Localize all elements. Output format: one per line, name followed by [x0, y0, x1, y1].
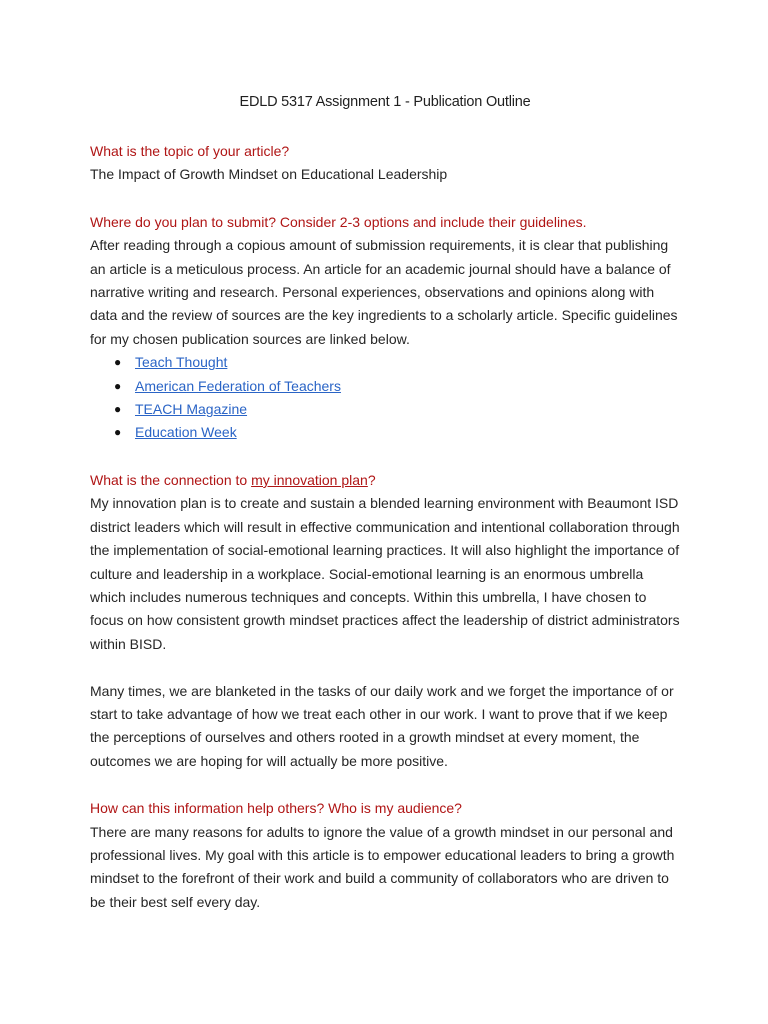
section-audience	[90, 797, 680, 914]
question-suffix: ?	[367, 471, 376, 488]
link-education-week[interactable]: Education Week	[135, 424, 237, 441]
bullet-icon: ●	[114, 425, 122, 440]
section-innovation-connection	[90, 469, 680, 773]
question-innovation-connection	[90, 469, 680, 492]
list-item	[114, 398, 680, 421]
section-topic	[90, 140, 680, 187]
answer-submission: After reading through a copious amount of submission requirements, it is clear that publishing an article is a meticulous process. An article for an academic journal should have a balance of narrative writing and research. Personal experiences, observations and opinions along with data and the review of sources are the key ingredients to a scholarly article. Specific guidelines for my chosen publication sources are linked below.	[90, 237, 678, 347]
link-american-federation-of-teachers[interactable]: American Federation of Teachers	[135, 377, 341, 394]
bullet-icon: ●	[114, 378, 122, 393]
document-title: EDLD 5317 Assignment 1 - Publication Outline	[239, 94, 531, 110]
question-prefix: What is the connection to	[90, 471, 252, 488]
document-page	[90, 92, 680, 938]
question-audience: How can this information help others? Who is my audience?	[90, 800, 462, 817]
link-teach-thought[interactable]: Teach Thought	[135, 354, 228, 371]
section-submission	[90, 211, 680, 445]
question-submission: Where do you plan to submit? Consider 2-3 options and include their guidelines.	[90, 213, 587, 230]
innovation-plan-link[interactable]: my innovation plan	[251, 471, 368, 488]
answer-audience: There are many reasons for adults to ignore the value of a growth mindset in our personal and professional lives. My goal with this article is to empower educational leaders to bring a growth mindset to the forefront of their work and build a community of collaborators who are driven to be their best self every day.	[90, 823, 675, 910]
bullet-icon: ●	[114, 402, 122, 417]
answer-innovation-paragraph-2: Many times, we are blanketed in the tasks of our daily work and we forget the importance of or start to take advantage of how we treat each other in our work. I want to prove that if we keep the perceptions of ourselves and others rooted in a growth mindset at every moment, the outcomes we are hoping for will actually be more positive.	[90, 682, 674, 769]
bullet-icon: ●	[114, 355, 122, 370]
link-teach-magazine[interactable]: TEACH Magazine	[135, 401, 248, 418]
answer-innovation-paragraph-1: My innovation plan is to create and sustain a blended learning environment with Beaumont ISD district leaders which will result in effective communication and intentional collaboration through the implementation of social-emotional learning practices. It will also highlight the importance of culture and leadership in a workplace. Social-emotional learning is an enormous umbrella which includes numerous techniques and concepts. Within this umbrella, I have chosen to focus on how consistent growth mindset practices affect the leadership of district administrators within BISD.	[90, 495, 680, 652]
list-item	[114, 421, 680, 444]
publication-links-list	[90, 351, 680, 445]
question-topic: What is the topic of your article?	[90, 143, 290, 159]
answer-topic: The Impact of Growth Mindset on Educational Leadership	[90, 166, 448, 183]
list-item	[114, 351, 680, 374]
list-item	[114, 375, 680, 398]
